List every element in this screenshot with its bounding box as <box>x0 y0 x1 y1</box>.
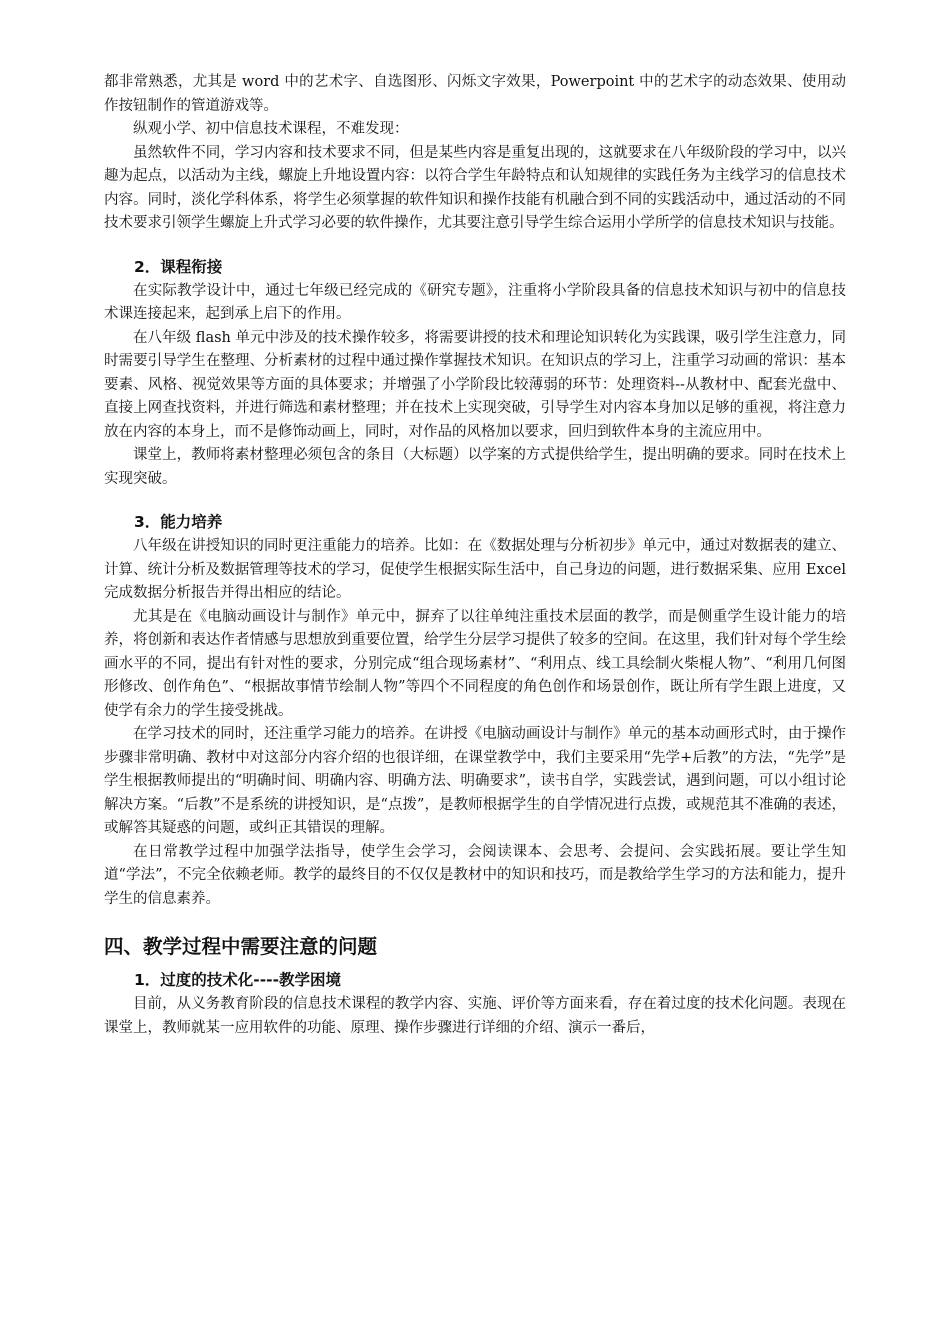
body-paragraph: 尤其是在《电脑动画设计与制作》单元中，摒弃了以往单纯注重技术层面的教学，而是侧重学生设计能力的培养，将创新和表达作者情感与思想放到重要位置，给学生分层学习提供了较多的空间。在这里，我们针对每个学生绘画水平的不同，提出有针对性的要求，分别完成“组合现场素材”、“利用点、线工具绘制火柴棍人物”、“利用几何图形修改、创作角色”、“根据故事情节绘制人物”等四个不同程度的角色创作和场景创作，既让所有学生跟上进度，又使学有余力的学生接受挑战。 <box>104 608 846 719</box>
document-page <box>104 71 846 1040</box>
section-heading-ability-training: 3．能力培养 <box>134 513 223 531</box>
body-paragraph: 目前，从义务教育阶段的信息技术课程的教学内容、实施、评价等方面来看，存在着过度的技术化问题。表现在课堂上，教师就某一应用软件的功能、原理、操作步骤进行详细的介绍、演示一番后， <box>104 996 846 1036</box>
body-paragraph: 虽然软件不同，学习内容和技术要求不同，但是某些内容是重复出现的，这就要求在八年级阶段的学习中，以兴趣为起点，以活动为主线，螺旋上升地设置内容：以符合学生年龄特点和认知规律的实践任务为主线学习的信息技术内容。同时，淡化学科体系，将学生必须掌握的软件知识和操作技能有机融合到不同的实践活动中，通过活动的不同技术要求引领学生螺旋上升式学习必要的软件操作，尤其要注意引导学生综合运用小学所学的信息技术知识与技能。 <box>104 144 846 231</box>
body-paragraph: 在实际教学设计中，通过七年级已经完成的《研究专题》，注重将小学阶段具备的信息技术知识与初中的信息技术课连接起来，起到承上启下的作用。 <box>104 282 846 322</box>
section-heading-course-connection: 2．课程衔接 <box>134 257 223 276</box>
chapter-heading-teaching-issues: 四、教学过程中需要注意的问题 <box>104 935 378 958</box>
body-paragraph: 八年级在讲授知识的同时更注重能力的培养。比如：在《数据处理与分析初步》单元中，通过对数据表的建立、计算、统计分析及数据管理等技术的学习，促使学生根据实际生活中，自己身边的问题，进行数据采集、应用 Excel 完成数据分析报告并得出相应的结论。 <box>104 538 846 601</box>
body-paragraph: 都非常熟悉，尤其是 word 中的艺术字、自选图形、闪烁文字效果，Powerpoint 中的艺术字的动态效果、使用动作按钮制作的管道游戏等。 <box>104 74 846 114</box>
body-paragraph: 在日常教学过程中加强学法指导，使学生会学习，会阅读课本、会思考、会提问、会实践拓展。要让学生知道“学法”，不完全依赖老师。教学的最终目的不仅仅是教材中的知识和技巧，而是教给学生学习的方法和能力，提升学生的信息素养。 <box>104 843 846 907</box>
body-paragraph: 在学习技术的同时，还注重学习能力的培养。在讲授《电脑动画设计与制作》单元的基本动画形式时，由于操作步骤非常明确、教材中对这部分内容介绍的也很详细，在课堂教学中，我们主要采用“先学+后教”的方法，“先学”是学生根据教师提出的“明确时间、明确内容、明确方法、明确要求”，读书自学，实践尝试，遇到问题，可以小组讨论解决方案。“后教”不是系统的讲授知识，是“点拨”，是教师根据学生的自学情况进行点拨，或规范其不准确的表述，或解答其疑惑的问题，或纠正其错误的理解。 <box>104 726 846 836</box>
body-paragraph: 纵观小学、初中信息技术课程，不难发现： <box>133 121 409 137</box>
subsection-heading-over-technicalization: 1．过度的技术化----教学困境 <box>134 971 342 989</box>
body-paragraph: 课堂上，教师将素材整理必须包含的条目（大标题）以学案的方式提供给学生，提出明确的要求。同时在技术上实现突破。 <box>104 447 846 487</box>
body-paragraph: 在八年级 flash 单元中涉及的技术操作较多，将需要讲授的技术和理论知识转化为实践课，吸引学生注意力，同时需要引导学生在整理、分析素材的过程中通过操作掌握技术知识。在知识点的学习上，注重学习动画的常识：基本要素、风格、视觉效果等方面的具体要求；并增强了小学阶段比较薄弱的环节：处理资料--从教材中、配套光盘中、直接上网查找资料，并进行筛选和素材整理；并在技术上实现突破，引导学生对内容本身加以足够的重视，将注意力放在内容的本身上，而不是修饰动画上，同时，对作品的风格加以要求，回归到软件本身的主流应用中。 <box>104 329 846 440</box>
